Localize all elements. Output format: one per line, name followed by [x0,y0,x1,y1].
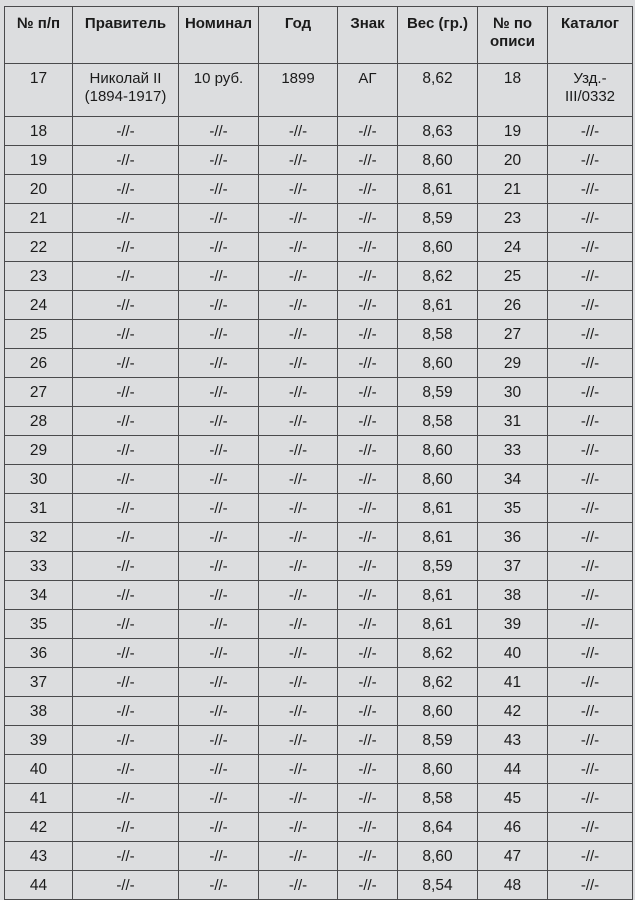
cell-mark: -//- [338,465,398,494]
table-row [5,755,633,784]
cell-weight: 8,60 [398,436,478,465]
cell-nominal: -//- [179,117,259,146]
cell-year: -//- [259,552,338,581]
cell-weight: 8,64 [398,813,478,842]
cell-weight: 8,54 [398,871,478,900]
cell-catalog: -//- [548,523,633,552]
cell-nominal: -//- [179,175,259,204]
cell-mark: -//- [338,755,398,784]
cell-nominal: -//- [179,291,259,320]
cell-ruler: -//- [73,349,179,378]
cell-inventory: 24 [478,233,548,262]
cell-ruler: -//- [73,755,179,784]
cell-catalog: -//- [548,349,633,378]
cell-inventory: 37 [478,552,548,581]
cell-nominal: -//- [179,668,259,697]
cell-nominal: -//- [179,233,259,262]
cell-ruler: -//- [73,784,179,813]
cell-catalog: -//- [548,784,633,813]
cell-catalog: -//- [548,465,633,494]
cell-ruler: -//- [73,871,179,900]
cell-ruler: -//- [73,813,179,842]
cell-year: -//- [259,581,338,610]
cell-num: 34 [5,581,73,610]
cell-weight: 8,59 [398,726,478,755]
cell-year: -//- [259,378,338,407]
cell-num: 37 [5,668,73,697]
cell-catalog: -//- [548,581,633,610]
table-row [5,291,633,320]
cell-mark: -//- [338,117,398,146]
cell-num: 33 [5,552,73,581]
table-row [5,871,633,900]
cell-nominal: -//- [179,726,259,755]
cell-ruler: -//- [73,552,179,581]
cell-inventory: 33 [478,436,548,465]
table-row [5,610,633,639]
cell-nominal: -//- [179,204,259,233]
cell-catalog: -//- [548,146,633,175]
cell-year: -//- [259,639,338,668]
cell-inventory: 42 [478,697,548,726]
cell-weight: 8,62 [398,668,478,697]
cell-mark: -//- [338,204,398,233]
cell-year: -//- [259,262,338,291]
cell-ruler: -//- [73,639,179,668]
cell-mark: -//- [338,262,398,291]
cell-weight: 8,58 [398,320,478,349]
cell-year: -//- [259,755,338,784]
table-row [5,465,633,494]
cell-catalog: -//- [548,262,633,291]
cell-weight: 8,59 [398,552,478,581]
table-row [5,552,633,581]
cell-ruler: -//- [73,320,179,349]
cell-inventory: 21 [478,175,548,204]
cell-catalog: -//- [548,639,633,668]
cell-nominal: -//- [179,349,259,378]
header-nominal: Номинал [179,7,259,64]
cell-year: -//- [259,668,338,697]
cell-num: 44 [5,871,73,900]
table-row [5,523,633,552]
cell-catalog: -//- [548,842,633,871]
cell-weight: 8,59 [398,378,478,407]
table-row [5,233,633,262]
cell-num: 36 [5,639,73,668]
cell-weight: 8,61 [398,523,478,552]
coin-inventory-table [4,6,633,900]
cell-year: -//- [259,726,338,755]
cell-ruler: -//- [73,233,179,262]
table-row [5,378,633,407]
cell-ruler: -//- [73,407,179,436]
cell-catalog: -//- [548,813,633,842]
cell-mark: -//- [338,871,398,900]
cell-num: 22 [5,233,73,262]
cell-inventory: 39 [478,610,548,639]
cell-year: -//- [259,233,338,262]
cell-year: -//- [259,349,338,378]
cell-inventory: 26 [478,291,548,320]
header-inventory: № по описи [478,7,548,64]
cell-num: 21 [5,204,73,233]
cell-mark: -//- [338,175,398,204]
cell-inventory: 29 [478,349,548,378]
table-row [5,204,633,233]
cell-catalog: -//- [548,175,633,204]
cell-nominal: -//- [179,581,259,610]
table-row [5,668,633,697]
cell-catalog: -//- [548,407,633,436]
cell-mark: -//- [338,378,398,407]
cell-num: 26 [5,349,73,378]
cell-ruler: -//- [73,581,179,610]
cell-nominal: -//- [179,436,259,465]
cell-mark: -//- [338,291,398,320]
cell-weight: 8,61 [398,175,478,204]
cell-ruler: Николай II (1894-1917) [73,64,179,117]
cell-nominal: -//- [179,842,259,871]
cell-catalog: -//- [548,378,633,407]
cell-num: 24 [5,291,73,320]
cell-mark: АГ [338,64,398,117]
cell-weight: 8,61 [398,291,478,320]
cell-catalog: -//- [548,494,633,523]
cell-weight: 8,60 [398,233,478,262]
cell-num: 28 [5,407,73,436]
cell-ruler: -//- [73,291,179,320]
cell-year: -//- [259,813,338,842]
cell-ruler: -//- [73,610,179,639]
cell-inventory: 43 [478,726,548,755]
cell-catalog: -//- [548,204,633,233]
cell-inventory: 18 [478,64,548,117]
cell-num: 23 [5,262,73,291]
cell-mark: -//- [338,320,398,349]
cell-num: 35 [5,610,73,639]
table-row [5,784,633,813]
cell-mark: -//- [338,842,398,871]
cell-year: -//- [259,407,338,436]
cell-num: 17 [5,64,73,117]
cell-inventory: 27 [478,320,548,349]
cell-inventory: 46 [478,813,548,842]
table-row [5,146,633,175]
cell-num: 32 [5,523,73,552]
cell-nominal: -//- [179,871,259,900]
cell-weight: 8,62 [398,262,478,291]
cell-weight: 8,60 [398,465,478,494]
cell-num: 40 [5,755,73,784]
cell-catalog: -//- [548,610,633,639]
cell-nominal: -//- [179,755,259,784]
cell-catalog: -//- [548,668,633,697]
table-row [5,175,633,204]
cell-nominal: 10 руб. [179,64,259,117]
cell-num: 43 [5,842,73,871]
cell-catalog: -//- [548,117,633,146]
cell-mark: -//- [338,494,398,523]
cell-catalog: -//- [548,320,633,349]
cell-inventory: 25 [478,262,548,291]
cell-year: -//- [259,320,338,349]
cell-num: 30 [5,465,73,494]
header-row [5,7,633,64]
cell-nominal: -//- [179,639,259,668]
cell-year: -//- [259,146,338,175]
cell-weight: 8,60 [398,842,478,871]
cell-nominal: -//- [179,378,259,407]
cell-inventory: 23 [478,204,548,233]
cell-year: -//- [259,117,338,146]
cell-mark: -//- [338,233,398,262]
cell-ruler: -//- [73,668,179,697]
cell-year: -//- [259,697,338,726]
cell-num: 29 [5,436,73,465]
header-year: Год [259,7,338,64]
cell-ruler: -//- [73,262,179,291]
header-mark: Знак [338,7,398,64]
cell-mark: -//- [338,523,398,552]
cell-mark: -//- [338,610,398,639]
cell-weight: 8,58 [398,784,478,813]
cell-catalog: -//- [548,291,633,320]
cell-inventory: 35 [478,494,548,523]
cell-inventory: 38 [478,581,548,610]
cell-ruler: -//- [73,523,179,552]
cell-ruler: -//- [73,204,179,233]
cell-inventory: 41 [478,668,548,697]
cell-inventory: 30 [478,378,548,407]
table-row [5,842,633,871]
cell-ruler: -//- [73,378,179,407]
cell-weight: 8,60 [398,349,478,378]
table-row [5,697,633,726]
cell-mark: -//- [338,668,398,697]
table-row [5,813,633,842]
cell-num: 25 [5,320,73,349]
cell-weight: 8,60 [398,755,478,784]
table-row [5,320,633,349]
cell-ruler: -//- [73,117,179,146]
header-catalog: Каталог [548,7,633,64]
cell-nominal: -//- [179,552,259,581]
cell-num: 42 [5,813,73,842]
cell-mark: -//- [338,581,398,610]
cell-inventory: 45 [478,784,548,813]
cell-num: 19 [5,146,73,175]
cell-inventory: 44 [478,755,548,784]
cell-mark: -//- [338,784,398,813]
header-num: № п/п [5,7,73,64]
cell-inventory: 20 [478,146,548,175]
cell-weight: 8,63 [398,117,478,146]
cell-catalog: Узд.- III/0332 [548,64,633,117]
table-row [5,262,633,291]
cell-catalog: -//- [548,552,633,581]
cell-num: 31 [5,494,73,523]
cell-year: -//- [259,784,338,813]
cell-mark: -//- [338,407,398,436]
cell-ruler: -//- [73,465,179,494]
header-ruler: Правитель [73,7,179,64]
cell-weight: 8,59 [398,204,478,233]
cell-year: -//- [259,465,338,494]
table-row [5,64,633,117]
cell-catalog: -//- [548,755,633,784]
cell-year: -//- [259,494,338,523]
cell-ruler: -//- [73,842,179,871]
cell-catalog: -//- [548,871,633,900]
cell-num: 27 [5,378,73,407]
cell-ruler: -//- [73,697,179,726]
table-row [5,639,633,668]
cell-mark: -//- [338,146,398,175]
cell-catalog: -//- [548,233,633,262]
cell-ruler: -//- [73,436,179,465]
cell-num: 39 [5,726,73,755]
cell-mark: -//- [338,813,398,842]
cell-inventory: 40 [478,639,548,668]
cell-mark: -//- [338,436,398,465]
cell-mark: -//- [338,697,398,726]
cell-mark: -//- [338,349,398,378]
cell-nominal: -//- [179,813,259,842]
cell-weight: 8,60 [398,146,478,175]
cell-num: 38 [5,697,73,726]
cell-year: -//- [259,610,338,639]
cell-num: 20 [5,175,73,204]
cell-ruler: -//- [73,175,179,204]
cell-nominal: -//- [179,610,259,639]
table-row [5,581,633,610]
cell-weight: 8,58 [398,407,478,436]
table-row [5,726,633,755]
cell-nominal: -//- [179,407,259,436]
cell-year: -//- [259,871,338,900]
table-row [5,494,633,523]
cell-num: 18 [5,117,73,146]
cell-nominal: -//- [179,320,259,349]
cell-year: -//- [259,523,338,552]
cell-catalog: -//- [548,726,633,755]
cell-year: 1899 [259,64,338,117]
cell-catalog: -//- [548,436,633,465]
table-row [5,117,633,146]
table-row [5,436,633,465]
cell-nominal: -//- [179,697,259,726]
cell-weight: 8,61 [398,581,478,610]
cell-nominal: -//- [179,146,259,175]
cell-catalog: -//- [548,697,633,726]
header-weight: Вес (гр.) [398,7,478,64]
cell-weight: 8,62 [398,64,478,117]
cell-mark: -//- [338,726,398,755]
cell-nominal: -//- [179,262,259,291]
cell-year: -//- [259,175,338,204]
cell-num: 41 [5,784,73,813]
cell-ruler: -//- [73,146,179,175]
cell-nominal: -//- [179,523,259,552]
cell-ruler: -//- [73,726,179,755]
cell-inventory: 19 [478,117,548,146]
cell-inventory: 48 [478,871,548,900]
cell-nominal: -//- [179,784,259,813]
cell-mark: -//- [338,639,398,668]
cell-mark: -//- [338,552,398,581]
table-row [5,349,633,378]
cell-weight: 8,62 [398,639,478,668]
cell-ruler: -//- [73,494,179,523]
cell-weight: 8,61 [398,610,478,639]
cell-inventory: 34 [478,465,548,494]
cell-inventory: 47 [478,842,548,871]
cell-year: -//- [259,291,338,320]
cell-nominal: -//- [179,494,259,523]
cell-weight: 8,60 [398,697,478,726]
cell-year: -//- [259,436,338,465]
cell-year: -//- [259,842,338,871]
cell-year: -//- [259,204,338,233]
cell-inventory: 31 [478,407,548,436]
cell-nominal: -//- [179,465,259,494]
cell-weight: 8,61 [398,494,478,523]
table-row [5,407,633,436]
cell-inventory: 36 [478,523,548,552]
